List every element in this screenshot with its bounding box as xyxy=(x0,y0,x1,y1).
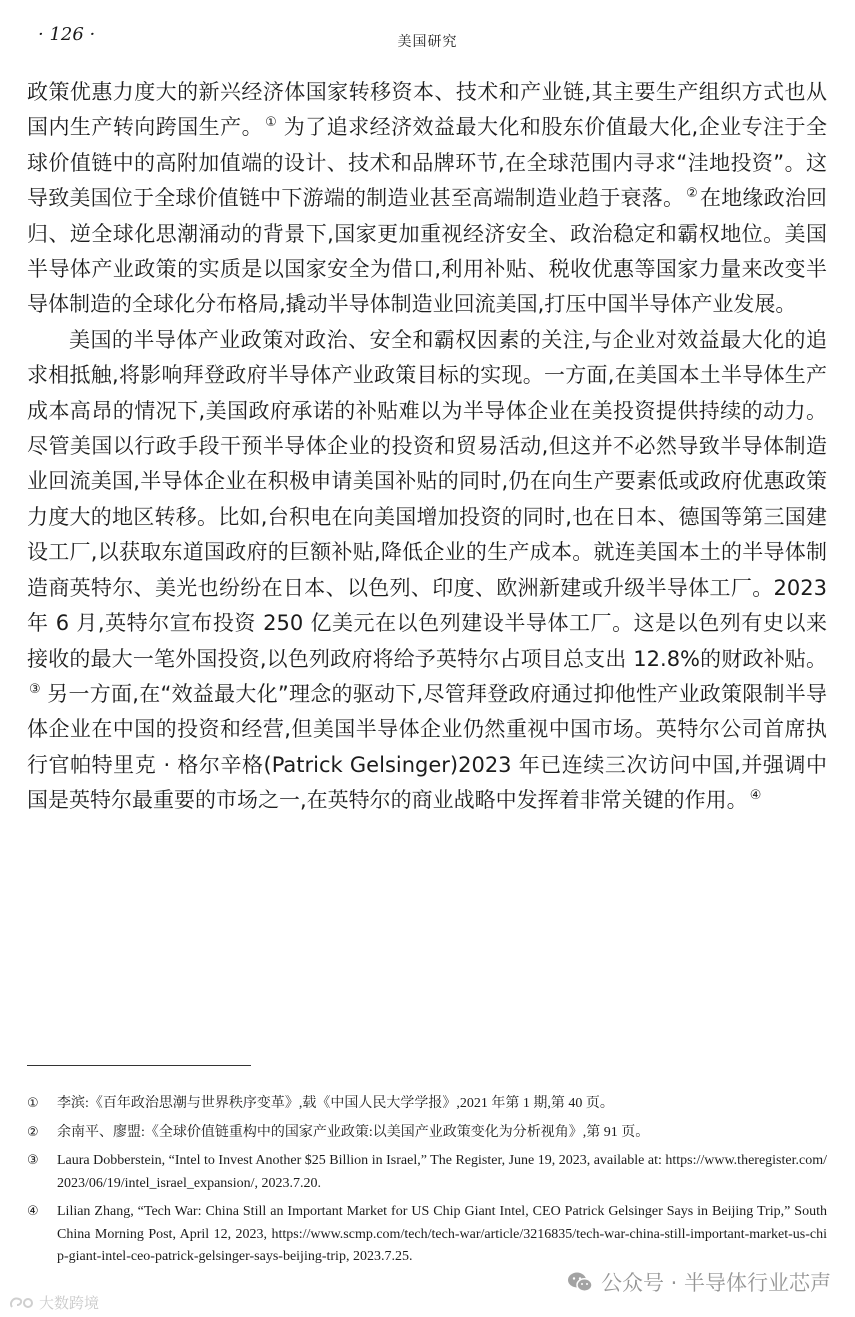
footnote-item xyxy=(27,1201,827,1269)
footnote-marker: ② xyxy=(27,1124,39,1140)
site-watermark xyxy=(8,1292,99,1313)
watermark-text: 公众号 · 半导体行业芯声 xyxy=(600,1271,831,1295)
footnote-text: Lilian Zhang, “Tech War: China Still an Important Market for US Chip Giant Intel, CEO Patrick Gelsinger Says in Beijing Trip,” South China Morning Post, April 12, 2023, https://www.scmp.com/tech/tech-war/article/3216835/tech-war-china-still-important-market-us-chip-giant-intel-ceo-patrick-gelsinger-says-beijing-trip, 2023.7.25. xyxy=(57,1204,827,1264)
body-text xyxy=(27,75,827,819)
footnote-text: Laura Dobberstein, “Intel to Invest Another $25 Billion in Israel,” The Register, June 19, 2023, available at: https://www.theregister.com/2023/06/19/intel_israel_expansion/, 2023.7.20. xyxy=(57,1153,827,1191)
footnote-marker: ① xyxy=(27,1096,39,1111)
brand-logo-icon xyxy=(8,1294,36,1312)
footnote-marker: ④ xyxy=(27,1204,39,1219)
footnote-divider xyxy=(27,1065,251,1066)
watermark-text: 大数跨境 xyxy=(39,1294,100,1312)
paragraph-text: 为了追求经济效益最大化和股东价值最大化,企业专注于全球价值链中的高附加值端的设计、技术和品牌环节,在全球范围内寻求“洼地投资”。这导致美国位于全球价值链中下游端的制造业甚至高端制造业趋于衰落。 xyxy=(27,115,827,211)
footnotes xyxy=(27,1093,827,1275)
footnote-item xyxy=(27,1122,827,1145)
footnote-reference[interactable]: ④ xyxy=(749,788,762,804)
paragraph-text: 在地缘政治回归、逆全球化思潮涌动的背景下,国家更加重视经济安全、政治稳定和霸权地位。美国半导体产业政策的实质是以国家安全为借口,利用补贴、税收优惠等国家力量来改变半导体制造的全球化分布格局,撬动半导体制造业回流美国,打压中国半导体产业发展。 xyxy=(27,186,828,317)
footnote-text: 李滨:《百年政治思潮与世界秩序变革》,载《中国人民大学学报》,2021 年第 1 期,第 40 页。 xyxy=(57,1096,614,1111)
footnote-reference[interactable]: ② xyxy=(686,186,699,202)
page-number: · 126 · xyxy=(38,24,96,45)
footnote-item xyxy=(27,1093,827,1116)
footnote-text: 余南平、廖盟:《全球价值链重构中的国家产业政策:以美国产业政策变化为分析视角》,第 91 页。 xyxy=(57,1124,650,1140)
paragraph xyxy=(27,75,827,323)
paragraph xyxy=(27,323,827,819)
footnote-reference[interactable]: ③ xyxy=(29,681,46,697)
wechat-account-watermark xyxy=(567,1267,831,1297)
paragraph-text: 政策优惠力度大的新兴经济体国家转移资本、技术和产业链,其主要生产组织方式也从国内生产转向跨国生产。 xyxy=(27,80,828,140)
footnote-item xyxy=(27,1150,827,1195)
running-title: 美国研究 xyxy=(397,34,458,50)
paragraph-text: 另一方面,在“效益最大化”理念的驱动下,尽管拜登政府通过抑他性产业政策限制半导体企业在中国的投资和经营,但美国半导体企业仍然重视中国市场。英特尔公司首席执行官帕特里克 · 格尔辛格(Patrick Gelsinger)2023 年已连续三次访问中国,并强调中国是英特尔最重要的市场之一,在英特尔的商业战略中发挥着非常关键的作用。 xyxy=(27,681,828,813)
wechat-icon xyxy=(567,1271,593,1293)
footnote-reference[interactable]: ① xyxy=(265,115,282,131)
footnote-marker: ③ xyxy=(27,1153,39,1168)
paragraph-text: 美国的半导体产业政策对政治、安全和霸权因素的关注,与企业对效益最大化的追求相抵触,将影响拜登政府半导体产业政策目标的实现。一方面,在美国本土半导体生产成本高昂的情况下,美国政府承诺的补贴难以为半导体企业在美投资提供持续的动力。尽管美国以行政手段干预半导体企业的投资和贸易活动,但这并不必然导致半导体制造业回流美国,半导体企业在积极申请美国补贴的同时,仍在向生产要素低或政府优惠政策力度大的地区转移。比如,台积电在向美国增加投资的同时,也在日本、德国等第三国建设工厂,以获取东道国政府的巨额补贴,降低企业的生产成本。就连美国本土的半导体制造商英特尔、美光也纷纷在日本、以色列、印度、欧洲新建或升级半导体工厂。2023 年 6 月,英特尔宣布投资 250 亿美元在以色列建设半导体工厂。这是以色列有史以来接收的最大一笔外国投资,以色列政府将给予英特尔占项目总支出 12.8%的财政补贴。 xyxy=(27,327,827,671)
